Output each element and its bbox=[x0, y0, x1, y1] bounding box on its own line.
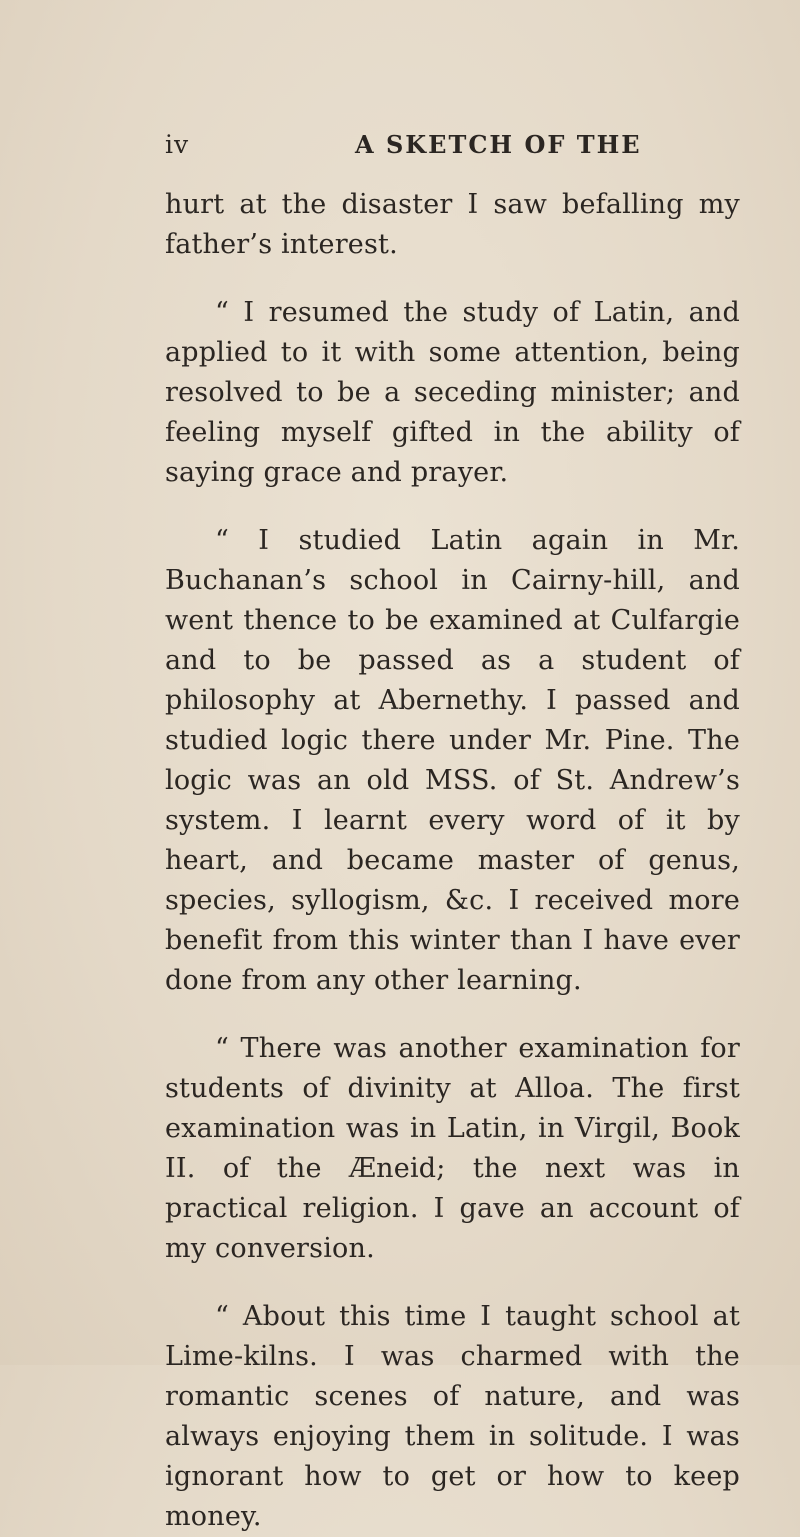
page-number: iv bbox=[165, 130, 190, 159]
paragraph: “ About this time I taught school at Lime-kilns. I was charmed with the romantic scenes of nature, and was always enjoying them in solitude. I was ignorant how to get or how to keep money. bbox=[165, 1301, 740, 1532]
paragraph: “ I resumed the study of Latin, and applied to it with some attention, being resolved to be a seceding minister; and feeling myself gifted in the ability of saying grace and prayer. bbox=[165, 297, 740, 488]
paragraph: “ I studied Latin again in Mr. Buchanan’s school in Cairny-hill, and went thence to be examined at Culfargie and to be passed as a student of philosophy at Abernethy. I passed and studied logic there under Mr. Pine. The logic was an old MSS. of St. Andrew’s system. I learnt every word of it by heart, and became master of genus, species, syllogism, &c. I received more benefit from this winter than I have ever done from any other learning. bbox=[165, 525, 740, 996]
running-head-title: A SKETCH OF THE bbox=[355, 130, 642, 159]
body-text bbox=[165, 185, 740, 1537]
paragraph-continued: hurt at the disaster I saw befalling my father’s interest. bbox=[165, 189, 740, 260]
running-head bbox=[165, 130, 710, 170]
paragraph: “ There was another examination for students of divinity at Alloa. The first examination was in Latin, in Virgil, Book II. of the Æneid; the next was in practical religion. I gave an account of my conversion. bbox=[165, 1033, 740, 1264]
